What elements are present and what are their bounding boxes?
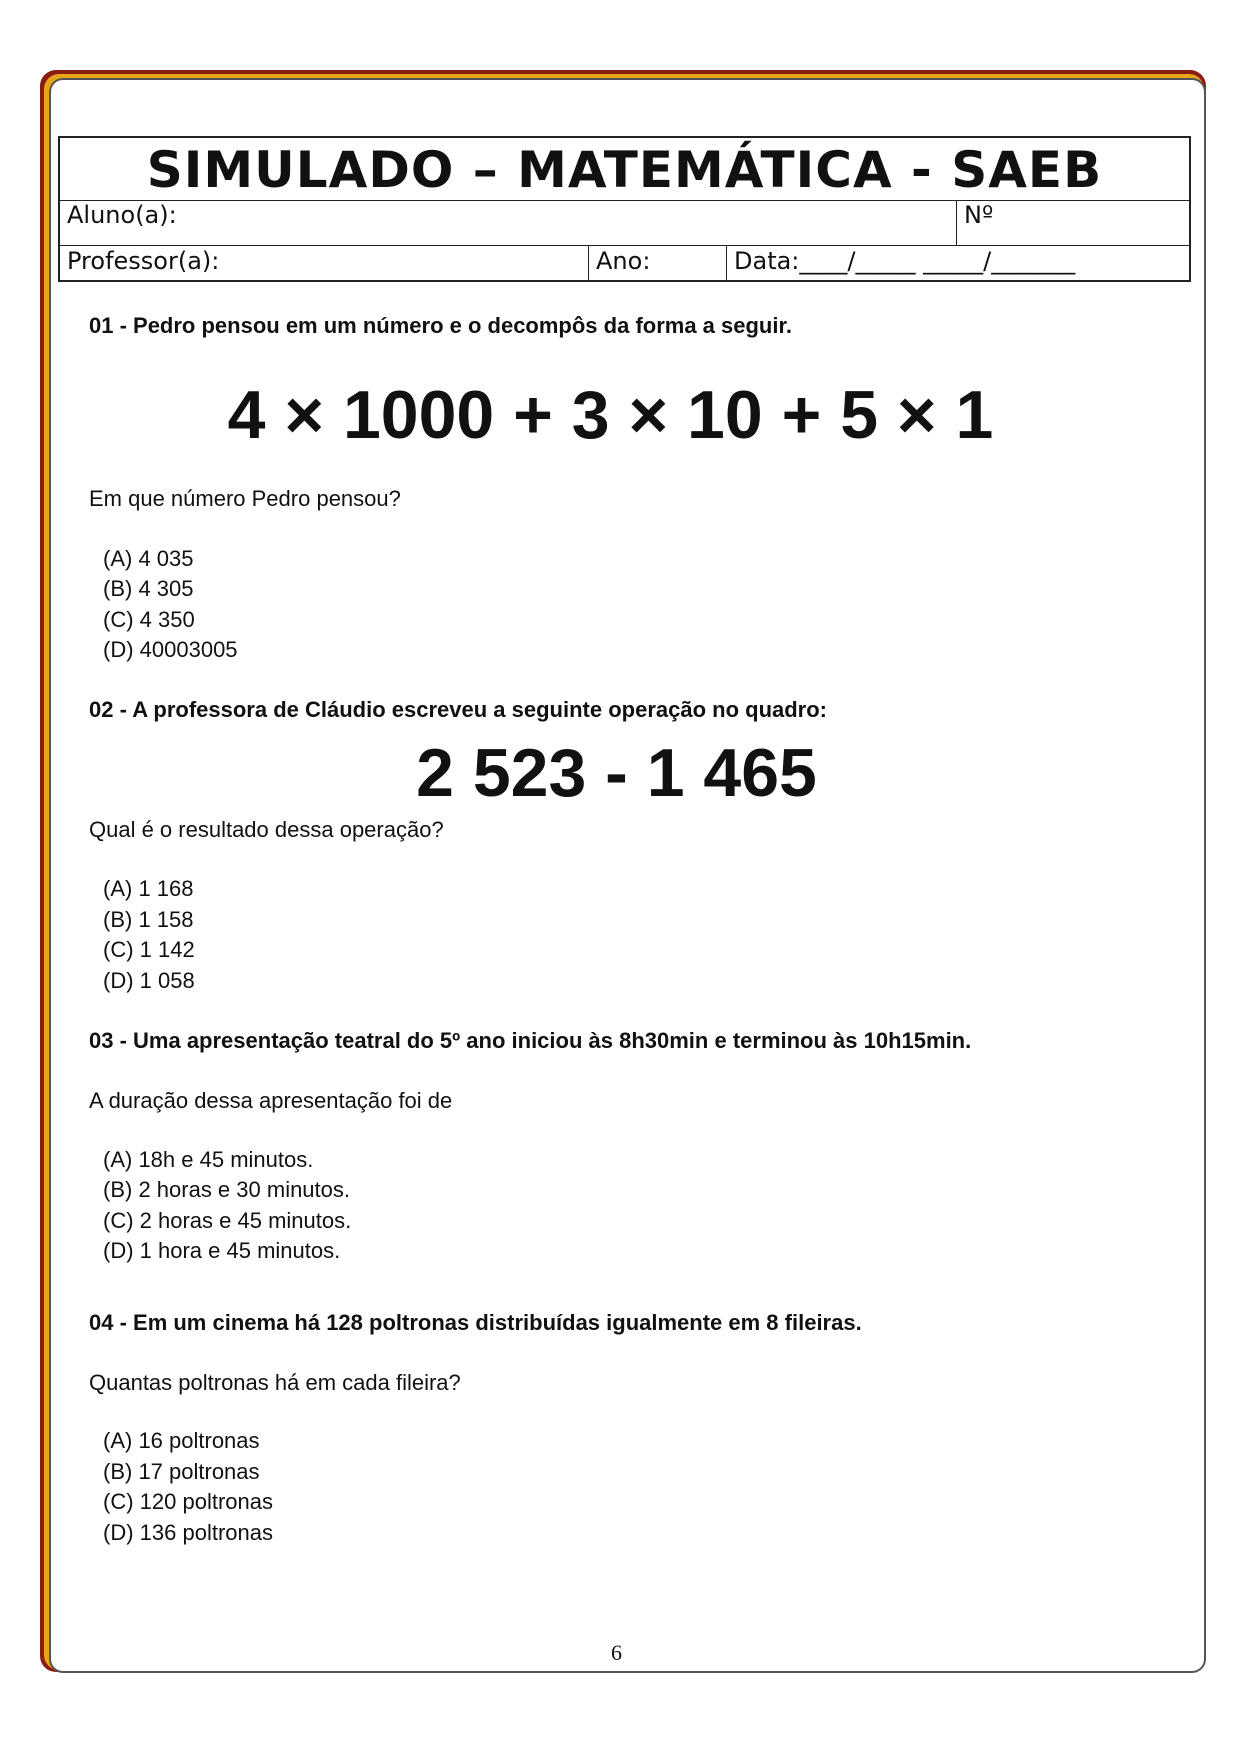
- student-row: [60, 200, 1189, 246]
- question-1-prompt: Em que número Pedro pensou?: [89, 486, 401, 511]
- question-1-option-a[interactable]: (A) 4 035: [103, 546, 194, 571]
- professor-field[interactable]: Professor(a):: [67, 247, 220, 275]
- question-4-option-b[interactable]: (B) 17 poltronas: [103, 1459, 260, 1484]
- question-3-option-d[interactable]: (D) 1 hora e 45 minutos.: [103, 1238, 341, 1263]
- data-field[interactable]: Data:____/_____ _____/_______: [726, 245, 1191, 282]
- question-2-prompt: Qual é o resultado dessa operação?: [89, 817, 444, 842]
- question-2-statement: 02 - A professora de Cláudio escreveu a seguinte operação no quadro:: [89, 697, 828, 722]
- question-1-option-c[interactable]: (C) 4 350: [103, 607, 195, 632]
- numero-field[interactable]: Nº: [956, 200, 1191, 245]
- question-3-statement: 03 - Uma apresentação teatral do 5º ano iniciou às 8h30min e terminou às 10h15min.: [89, 1028, 972, 1053]
- aluno-field[interactable]: Aluno(a):: [67, 201, 177, 229]
- question-2-option-c[interactable]: (C) 1 142: [103, 937, 195, 962]
- question-2-option-b[interactable]: (B) 1 158: [103, 907, 194, 932]
- header-table: [58, 136, 1191, 282]
- question-2-option-d[interactable]: (D) 1 058: [103, 968, 195, 993]
- question-1-option-b[interactable]: (B) 4 305: [103, 576, 194, 601]
- question-1-option-d[interactable]: (D) 40003005: [103, 637, 238, 662]
- page-number: 6: [611, 1640, 622, 1665]
- question-2-expression: 2 523 - 1 465: [416, 735, 817, 811]
- ano-field[interactable]: Ano:: [588, 245, 726, 282]
- page-title: SIMULADO – MATEMÁTICA - SAEB: [60, 138, 1189, 201]
- question-1-statement: 01 - Pedro pensou em um número e o decompôs da forma a seguir.: [89, 313, 792, 338]
- question-3-option-b[interactable]: (B) 2 horas e 30 minutos.: [103, 1177, 351, 1202]
- question-2-option-a[interactable]: (A) 1 168: [103, 876, 194, 901]
- question-3-option-a[interactable]: (A) 18h e 45 minutos.: [103, 1147, 314, 1172]
- question-4-prompt: Quantas poltronas há em cada fileira?: [89, 1370, 461, 1395]
- question-3-option-c[interactable]: (C) 2 horas e 45 minutos.: [103, 1208, 352, 1233]
- question-4-option-c[interactable]: (C) 120 poltronas: [103, 1489, 273, 1514]
- question-4-option-d[interactable]: (D) 136 poltronas: [103, 1520, 273, 1545]
- question-3-prompt: A duração dessa apresentação foi de: [89, 1088, 453, 1113]
- teacher-row: [60, 245, 1189, 282]
- question-4-option-a[interactable]: (A) 16 poltronas: [103, 1428, 260, 1453]
- question-1-expression: 4 × 1000 + 3 × 10 + 5 × 1: [227, 377, 994, 453]
- question-4-statement: 04 - Em um cinema há 128 poltronas distribuídas igualmente em 8 fileiras.: [89, 1310, 862, 1335]
